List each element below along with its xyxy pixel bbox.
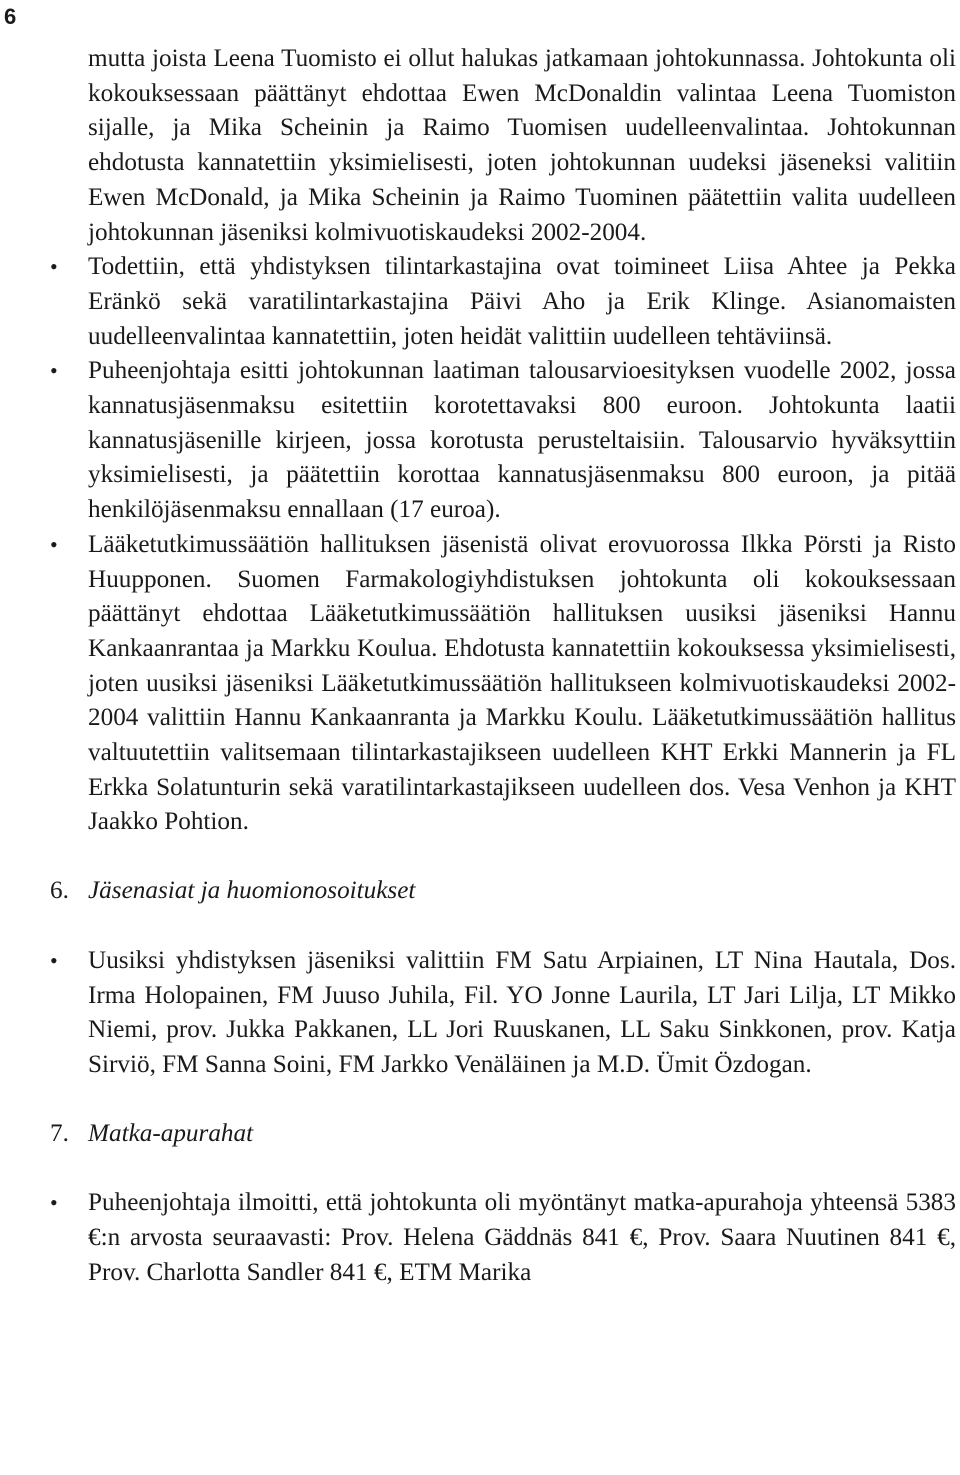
- document-body: [0, 42, 960, 1291]
- list-item-text: Uusiksi yhdistyksen jäseniksi valittiin FM Satu Arpiainen, LT Nina Hautala, Dos. Irma Holopainen, FM Juuso Juhila, Fil. YO Jonne Laurila, LT Jari Lilja, LT Mikko Niemi, prov. Jukka Pakkanen, LL Jori Ruuskanen, LL Saku Sinkkonen, prov. Katja Sirviö, FM Sanna Soini, FM Jarkko Venäläinen ja M.D. Ümit Özdogan.: [88, 946, 956, 1078]
- bullet-icon: •: [50, 358, 58, 384]
- section-heading-travel-grants: [50, 1117, 960, 1152]
- list-item-text: Todettiin, että yhdistyksen tilintarkastajina ovat toimineet Liisa Ahtee ja Pekka Eränkö sekä varatilintarkastajina Päivi Aho ja Erik Klinge. Asianomaisten uudelleenvalintaa kannatettiin, joten heidät valittiin uudelleen tehtäviinsä.: [88, 253, 956, 350]
- list-item-new-members: [50, 944, 956, 1083]
- bullet-icon: •: [50, 1190, 58, 1216]
- section-title: Jäsenasiat ja huomionosoitukset: [88, 877, 416, 905]
- list-item-foundation-board: [50, 528, 956, 840]
- section-heading-membership: [50, 874, 960, 909]
- list-item-travel-grants: [50, 1186, 956, 1290]
- list-item-text: Lääketutkimussäätiön hallituksen jäsenistä olivat erovuorossa Ilkka Pörsti ja Risto Huupponen. Suomen Farmakologiyhdistuksen johtokunta oli kokouksessaan päättänyt ehdottaa Lääketutkimussäätiön hallituksen uusiksi jäseniksi Hannu Kankaanrantaa ja Markku Koulua. Ehdotusta kannatettiin kokouksessa yksimielisesti, joten uusiksi jäseniksi Lääketutkimussäätiön hallitukseen kolmivuotiskaudeksi 2002-2004 valittiin Hannu Kankaanranta ja Markku Koulu. Lääketutkimussäätiön hallitus valtuutettiin valitsemaan tilintarkastajikseen uudelleen KHT Erkki Mannerin ja FL Erkka Solatunturin sekä varatilintarkastajikseen uudelleen dos. Vesa Venhon ja KHT Jaakko Pohtion.: [88, 530, 956, 836]
- section-number: 7.: [50, 1119, 69, 1147]
- list-item-auditors: [50, 250, 956, 354]
- intro-paragraph: mutta joista Leena Tuomisto ei ollut halukas jatkamaan johtokunnassa. Johtokunta oli kokouksessaan päättänyt ehdottaa Ewen McDonaldin valintaa Leena Tuomiston sijalle, ja Mika Scheinin ja Raimo Tuomisen uudelleenvalintaa. Johtokunnan ehdotusta kannatettiin yksimielisesti, joten johtokunnan uudeksi jäseneksi valitiin Ewen McDonald, ja Mika Scheinin ja Raimo Tuominen päätettiin valita uudelleen johtokunnan jäseniksi kolmivuotiskaudeksi 2002-2004.: [88, 45, 956, 246]
- list-item-text: Puheenjohtaja esitti johtokunnan laatiman talousarvioesityksen vuodelle 2002, jossa kannatusjäsenmaksu esitettiin korotettavaksi 800 euroon. Johtokunta laatii kannatusjäsenille kirjeen, jossa korotusta perusteltaisiin. Talousarvio hyväksyttiin yksimielisesti, ja päätettiin korottaa kannatusjäsenmaksu 800 euroon, ja pitää henkilöjäsenmaksu ennallaan (17 euroa).: [88, 357, 956, 524]
- section-title: Matka-apurahat: [88, 1119, 254, 1147]
- page-number: 6: [4, 4, 17, 29]
- list-item-text: Puheenjohtaja ilmoitti, että johtokunta oli myöntänyt matka-apurahoja yhteensä 5383 €:n arvosta seuraavasti: Prov. Helena Gäddnäs 841 €, Prov. Saara Nuutinen 841 €, Prov. Charlotta Sandler 841 €, ETM Marika: [88, 1189, 956, 1286]
- bullet-icon: •: [50, 254, 58, 280]
- section-number: 6.: [50, 877, 69, 905]
- list-item-budget: [50, 354, 956, 528]
- bullet-icon: •: [50, 947, 58, 973]
- bullet-icon: •: [50, 531, 58, 557]
